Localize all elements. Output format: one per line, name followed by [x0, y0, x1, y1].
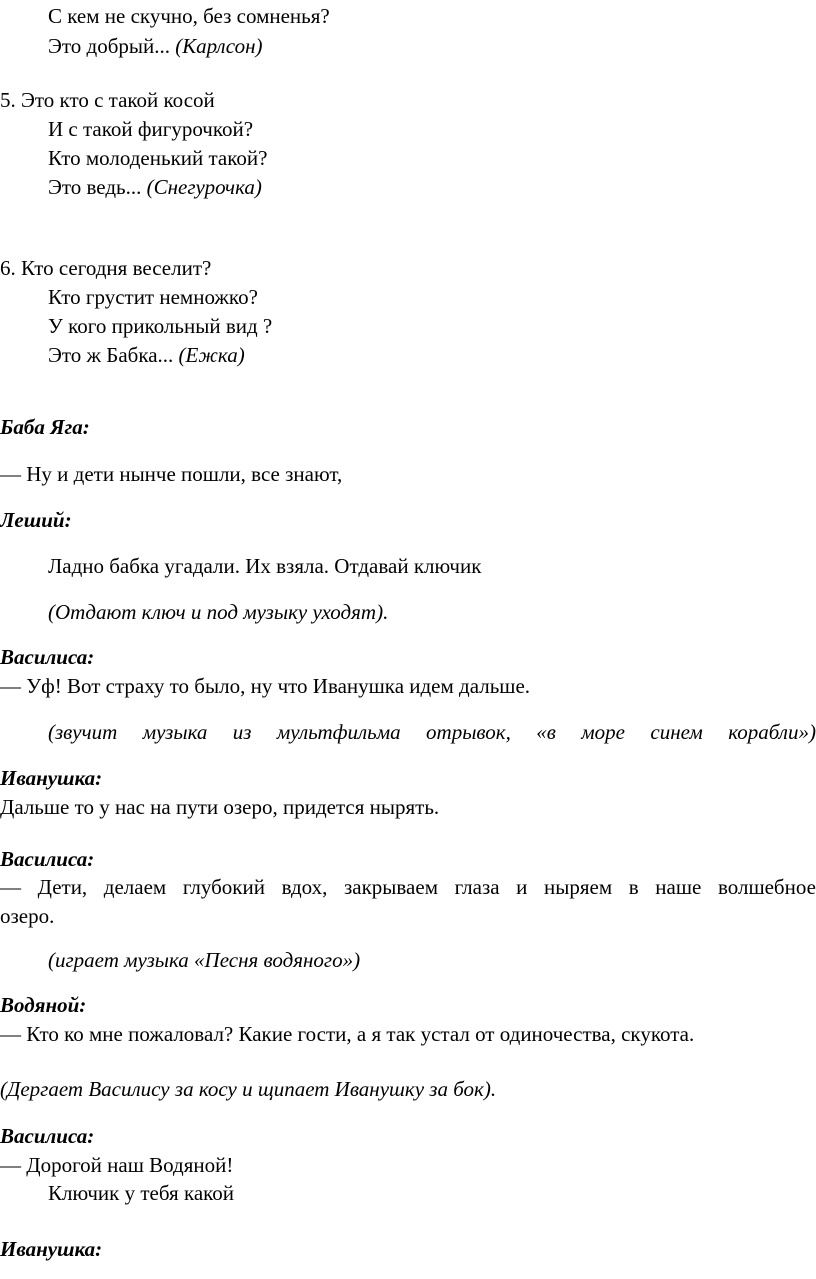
word: делаем: [103, 875, 167, 899]
dialogue-line: Ладно бабка угадали. Их взяла. Отдавай ключик: [48, 554, 482, 578]
speaker-name: Иванушка:: [0, 1237, 103, 1261]
word: закрываем: [343, 875, 438, 899]
word: синем: [650, 720, 703, 744]
dialogue-line: — Уф! Вот страху то было, ну что Иванушка идем дальше.: [0, 674, 531, 698]
speaker-name: Василиса:: [0, 1124, 95, 1148]
riddle-line: Кто грустит немножко?: [48, 285, 258, 309]
word: мультфильма: [276, 720, 401, 744]
speaker-name: Василиса:: [0, 847, 95, 871]
word: —: [0, 875, 21, 899]
speaker-name: Баба Яга:: [0, 415, 90, 439]
dialogue-line: — Кто ко мне пожаловал? Какие гости, а я так устал от одиночества, скукота.: [0, 1022, 695, 1046]
word: волшебное: [717, 875, 816, 899]
stage-direction: (Отдают ключ и под музыку уходят).: [48, 600, 389, 624]
dialogue-line: озеро.: [0, 904, 55, 928]
stage-direction: [48, 719, 816, 745]
riddle-text: Это ж Бабка...: [48, 343, 174, 367]
riddle-text: Это добрый...: [48, 34, 170, 58]
riddle-line: 6. Кто сегодня веселит?: [0, 256, 212, 280]
dialogue-line: [0, 874, 816, 900]
speaker-name: Иванушка:: [0, 766, 103, 790]
speaker-name: Водяной:: [0, 993, 87, 1017]
dialogue-line: — Ну и дети нынче пошли, все знают,: [0, 462, 343, 486]
word: «в: [536, 720, 556, 744]
word: вдох,: [281, 875, 328, 899]
riddle-line: [48, 342, 245, 368]
word: отрывок,: [426, 720, 511, 744]
riddle-line: Кто молоденький такой?: [48, 146, 268, 170]
riddle-answer: (Снегурочка): [146, 175, 262, 199]
riddle-line: С кем не скучно, без сомненья?: [48, 4, 330, 28]
word: из: [232, 720, 252, 744]
word: море: [581, 720, 625, 744]
word: (звучит: [48, 720, 118, 744]
riddle-answer: (Карлсон): [175, 34, 263, 58]
word: глубокий: [182, 875, 265, 899]
speaker-name: Леший:: [0, 508, 72, 532]
dialogue-line: Ключик у тебя какой: [48, 1181, 235, 1205]
stage-direction: (играет музыка «Песня водяного»): [48, 948, 361, 972]
riddle-text: Это ведь...: [48, 175, 142, 199]
riddle-line: 5. Это кто с такой косой: [0, 88, 215, 112]
word: глаза: [454, 875, 500, 899]
speaker-name: Василиса:: [0, 645, 95, 669]
word: в: [628, 875, 639, 899]
riddle-answer: (Ежка): [178, 343, 245, 367]
dialogue-line: — Дорогой наш Водяной!: [0, 1153, 234, 1177]
dialogue-line: Дальше то у нас на пути озеро, придется нырять.: [0, 795, 440, 819]
word: наше: [655, 875, 702, 899]
riddle-line: [48, 174, 262, 200]
riddle-line: И с такой фигурочкой?: [48, 117, 254, 141]
word: ныряем: [544, 875, 613, 899]
word: музыка: [142, 720, 208, 744]
word: и: [516, 875, 528, 899]
stage-direction: (Дергает Василису за косу и щипает Иванушку за бок).: [0, 1077, 497, 1101]
word: корабли»): [728, 720, 816, 744]
riddle-line: [48, 33, 263, 59]
riddle-line: У кого прикольный вид ?: [48, 314, 273, 338]
word: Дети,: [37, 875, 88, 899]
